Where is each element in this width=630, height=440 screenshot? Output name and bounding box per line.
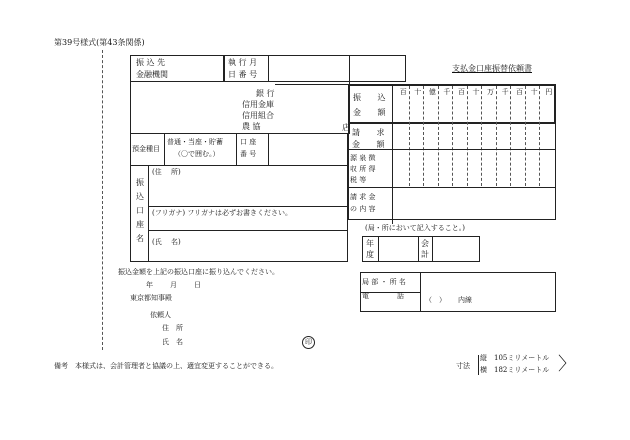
size-label: 寸法: [456, 362, 470, 370]
furigana-label: (フリガナ) フリガナは必ずお書きください。: [152, 209, 292, 217]
remarks: 備考 本様式は、会計管理者と協議の上、適宜変更することができる。: [54, 362, 278, 370]
bank-type-2: 信用金庫: [242, 100, 274, 109]
payee-label-2: 金融機関: [136, 70, 168, 79]
digit-unit-label: 千: [443, 88, 451, 96]
claim-content-box[interactable]: [348, 188, 556, 220]
date-year: 年: [146, 281, 153, 289]
digit-unit-label: 百: [457, 88, 465, 96]
bank-type-3: 信用組合: [242, 111, 274, 120]
requester-name-label: 氏 名: [162, 338, 183, 346]
execution-label-2: 日 番 号: [228, 70, 258, 79]
deposit-types[interactable]: 普通・当座・貯蓄: [167, 138, 223, 146]
digit-unit-label: 円: [545, 88, 553, 96]
payee-label-1: 振 込 先: [136, 58, 166, 67]
deposit-type-label: 預金種目: [132, 145, 160, 153]
date-day: 日: [194, 281, 201, 289]
form-title: 支払金口座振替依頼書: [452, 64, 532, 73]
size-bracket: 〉: [558, 354, 576, 375]
withholding-label-2: 収 所 得: [350, 165, 376, 173]
name-label: (氏 名): [152, 238, 181, 246]
perforation-line: [102, 50, 103, 350]
execution-label-1: 執 行 月: [228, 58, 258, 67]
withholding-label-3: 税 等: [350, 176, 367, 184]
account-name-vertical: 振 込 口 座 名: [136, 178, 144, 243]
account-label-1: 会: [421, 239, 429, 248]
account-label-2: 計: [421, 250, 429, 259]
bank-branch-box: [130, 82, 350, 134]
claim-content-label-1: 請 求 金: [350, 193, 376, 201]
date-month: 月: [170, 281, 177, 289]
withholding-label-1: 源 泉 徴: [350, 154, 376, 162]
digit-unit-label: 億: [428, 88, 436, 96]
branch-suffix: 店: [342, 123, 350, 132]
size-height: 縦 105ミリメートル: [480, 354, 550, 362]
addressee: 東京都知事殿: [130, 294, 172, 302]
bank-type-4: 農 協: [242, 122, 261, 131]
account-number-label-1: 口 座: [240, 138, 257, 146]
phone-label: 電 話: [362, 292, 404, 300]
bureau-name-label: 局 部 ・ 所 名: [362, 278, 406, 286]
withholding-tax-box: [348, 150, 556, 188]
deposit-types-note: （〇で囲む。）: [174, 150, 220, 158]
request-text: 振込金額を上記の振込口座に振り込んでください。: [118, 268, 279, 276]
fiscal-year-label-2: 度: [366, 250, 374, 259]
form-number: 第39号様式(第43条関係): [54, 38, 145, 47]
digit-unit-label: 百: [399, 88, 407, 96]
deposit-type-box: [130, 134, 348, 166]
fiscal-year-label-1: 年: [366, 239, 374, 248]
digit-unit-label: 万: [487, 88, 495, 96]
digit-unit-label: 十: [414, 88, 422, 96]
execution-number-field[interactable]: [350, 55, 406, 82]
seal-mark: 印: [302, 336, 315, 349]
digit-unit-label: 千: [501, 88, 509, 96]
extension-label: 内線: [458, 296, 472, 304]
transfer-amount-label-2: 金 額: [353, 108, 386, 117]
claim-amount-label-1: 請 求: [352, 128, 385, 137]
bureau-note: (局・所において記入すること。): [365, 224, 465, 232]
claim-content-label-2: の 内 容: [350, 205, 376, 213]
digit-unit-label: 十: [472, 88, 480, 96]
digit-unit-label: 十: [530, 88, 538, 96]
requester-label: 依頼人: [150, 311, 171, 319]
transfer-amount-label-1: 振 込: [353, 93, 386, 102]
claim-amount-label-2: 金 額: [352, 140, 385, 149]
address-label: (住 所): [152, 168, 181, 176]
phone-format: （ ）: [425, 296, 446, 304]
requester-address-label: 住 所: [162, 324, 183, 332]
bank-type-1: 銀 行: [256, 89, 275, 98]
size-width: 横 182ミリメートル: [480, 366, 550, 374]
account-number-label-2: 番 号: [240, 150, 257, 158]
digit-unit-label: 百: [516, 88, 524, 96]
